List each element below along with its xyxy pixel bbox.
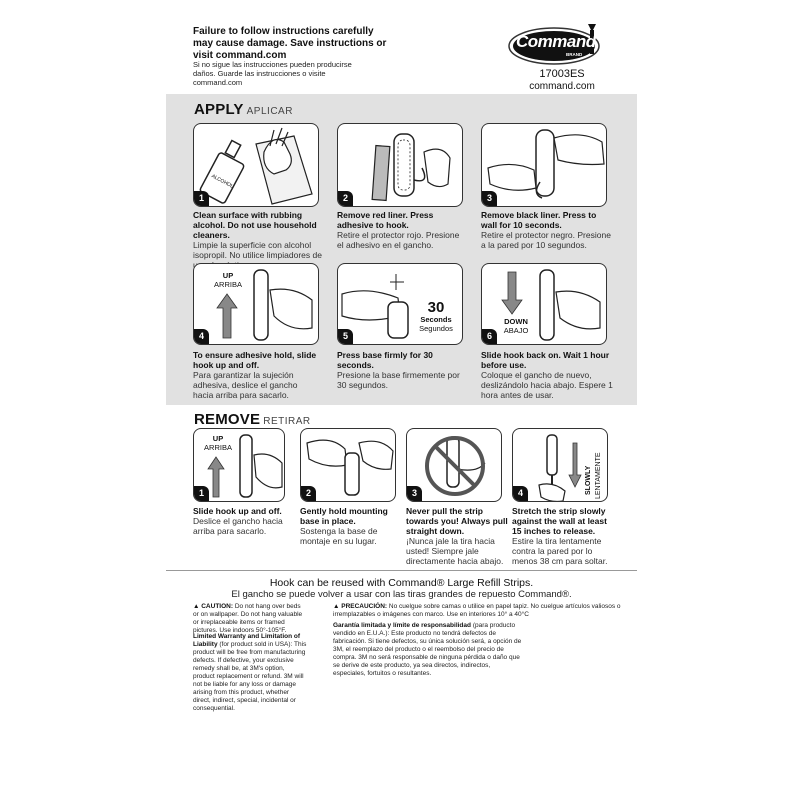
caption-es: ¡Nunca jale la tira hacia usted! Siempre jale directamente hacia abajo. bbox=[406, 536, 504, 566]
step-number: 3 bbox=[407, 486, 422, 501]
slowly-label: SLOWLY bbox=[585, 465, 592, 495]
step-number: 3 bbox=[482, 191, 497, 206]
step-number: 2 bbox=[338, 191, 353, 206]
apply-step-4-caption bbox=[193, 350, 319, 400]
caption-es: Limpie la superficie con alcohol isopropil. No utilice limpiadores de bbox=[193, 240, 322, 260]
remove-step-4-illustration bbox=[512, 428, 608, 502]
apply-step-2-illustration bbox=[337, 123, 463, 207]
step-number: 6 bbox=[482, 329, 497, 344]
up-label: UP bbox=[222, 271, 234, 280]
apply-step-3-caption bbox=[481, 210, 611, 250]
caption-en: Remove black liner. Press to wall for 10 seconds. bbox=[481, 210, 597, 230]
command-logo bbox=[508, 22, 604, 66]
apply-step-5-caption bbox=[337, 350, 465, 390]
warning-text-es: Si no sigue las instrucciones pueden producirse daños. Guarde las instrucciones o visite command.com bbox=[193, 60, 352, 87]
apply-title bbox=[194, 101, 293, 118]
reuse-note-es: El gancho se puede volver a usar con las tiras grandes de repuesto Command®. bbox=[231, 589, 572, 600]
remove-title-es: RETIRAR bbox=[263, 416, 311, 427]
down-label: DOWN bbox=[504, 317, 528, 326]
garantia-text: (para producto vendido en E.U.A.): Este producto no tendrá defectos de fabricación. Si tiene defectos, su única solución será, a opción de 3M, el reemplazo del producto o el reembolso del precio de compra. 3M no será responsable de ninguna pérdida o daño que se derive de este producto, ya sea directos, indirectos, especiales, fortuitos o resultantes. bbox=[333, 622, 522, 677]
apply-step-5-illustration bbox=[337, 263, 463, 345]
remove-step-3-caption bbox=[406, 506, 508, 566]
up-label-es: ARRIBA bbox=[204, 443, 232, 452]
remove-step-1-caption bbox=[193, 506, 297, 536]
caption-en: Remove red liner. Press adhesive to hook. bbox=[337, 210, 434, 230]
step-number: 1 bbox=[194, 486, 209, 501]
step-number: 4 bbox=[194, 329, 209, 344]
apply-step-3-illustration bbox=[481, 123, 607, 207]
apply-step-2-caption bbox=[337, 210, 465, 250]
down-label-es: ABAJO bbox=[503, 326, 529, 335]
remove-step-1-illustration bbox=[193, 428, 285, 502]
apply-title-es: APLICAR bbox=[246, 106, 293, 117]
apply-step-1-illustration bbox=[193, 123, 319, 207]
caption-es: Para garantizar la sujeción adhesiva, deslice el gancho hacia arriba para sacarlo. bbox=[193, 370, 298, 400]
apply-title-en: APPLY bbox=[194, 101, 244, 118]
apply-step-4-illustration bbox=[193, 263, 319, 345]
logo-brand: BRAND bbox=[566, 52, 583, 57]
caution-text: Do not hang over beds or on wallpaper. Do not hang valuable or irreplaceable items or framed pictures. Use indoors 50°-105°F. bbox=[193, 603, 303, 634]
apply-step-6-illustration bbox=[481, 263, 607, 345]
remove-title bbox=[194, 411, 311, 428]
website-url: command.com bbox=[529, 81, 595, 92]
remove-step-3-illustration bbox=[406, 428, 502, 502]
precaucion-text: No cuelgue sobre camas o utilice en papel tapiz. No cuelgue artículos valiosos o irremplazables o imágenes con marco. Use en interiores 10° a 40°C bbox=[333, 603, 621, 618]
warranty-text: (for product sold in USA): This product will be free from manufacturing defects. If defective, your exclusive remedy shall be, at 3M's option, product replacement or refund. 3M will not be liable for any loss or damage arising from this product, whether direct, indirect, special, incidental or consequential. bbox=[193, 641, 307, 712]
apply-step-6-caption bbox=[481, 350, 613, 400]
warning-text: Failure to follow instructions carefully may cause damage. Save instructions or visit command.com bbox=[193, 26, 387, 61]
caption-en: Gently hold mounting base in place. bbox=[300, 506, 388, 526]
step-number: 2 bbox=[301, 486, 316, 501]
caption-es: Presione la base firmemente por 30 segundos. bbox=[337, 370, 460, 390]
caption-es: Retire el protector negro. Presione a la pared por 10 segundos. bbox=[481, 230, 611, 250]
seconds-label: Seconds bbox=[420, 315, 452, 324]
caption-en: Slide hook up and off. bbox=[193, 506, 282, 516]
caption-en: To ensure adhesive hold, slide hook up and off. bbox=[193, 350, 317, 370]
remove-step-2-caption bbox=[300, 506, 402, 546]
caption-es: Deslice el gancho hacia arriba para sacarlo. bbox=[193, 516, 283, 536]
caption-en: Slide hook back on. Wait 1 hour before use. bbox=[481, 350, 610, 370]
press-hook-icon bbox=[482, 124, 607, 207]
up-label-es: ARRIBA bbox=[214, 280, 242, 289]
svg-text:ALCOHOL: ALCOHOL bbox=[210, 173, 235, 190]
caption-en: Press base firmly for 30 seconds. bbox=[337, 350, 433, 370]
garantia-block bbox=[333, 622, 523, 678]
seconds-label-es: Segundos bbox=[419, 324, 453, 333]
precaucion-label: ▲ PRECAUCIÓN: bbox=[333, 603, 388, 610]
caption-en: Clean surface with rubbing alcohol. Do not use household cleaners. bbox=[193, 210, 317, 240]
sku-number: 17003ES bbox=[539, 68, 585, 80]
garantia-title: Garantía limitada y límite de responsabilidad bbox=[333, 622, 471, 629]
caption-es: Coloque el gancho de nuevo, deslizándolo hacia abajo. Espere 1 hora antes de usar. bbox=[481, 370, 613, 400]
step-number: 4 bbox=[513, 486, 528, 501]
caption-en: Never pull the strip towards you! Always pull straight down. bbox=[406, 506, 508, 536]
caption-es: Retire el protector rojo. Presione el adhesivo en el gancho. bbox=[337, 230, 460, 250]
remove-step-2-illustration bbox=[300, 428, 396, 502]
apply-step-1-caption bbox=[193, 210, 329, 270]
slowly-label-es: LENTAMENTE bbox=[595, 452, 602, 499]
remove-title-en: REMOVE bbox=[194, 411, 261, 428]
alcohol-bottle-icon bbox=[194, 124, 319, 207]
caption-es: Estire la tira lentamente contra la pared por lo menos 38 cm para soltar. bbox=[512, 536, 608, 566]
up-label: UP bbox=[212, 434, 224, 443]
caption-es: Sostenga la base de montaje en su lugar. bbox=[300, 526, 378, 546]
caution-block bbox=[193, 603, 307, 635]
warranty-title: Limited Warranty and Limitation of Liability bbox=[193, 633, 301, 648]
logo-wordmark: Command bbox=[516, 32, 596, 51]
divider bbox=[166, 570, 637, 571]
warranty-block bbox=[193, 633, 307, 713]
precaucion-block bbox=[333, 603, 641, 619]
adhesive-strip-icon bbox=[338, 124, 463, 207]
seconds-number: 30 bbox=[427, 299, 445, 316]
remove-step-4-caption bbox=[512, 506, 616, 566]
caption-en: Stretch the strip slowly against the wall at least 15 inches to release. bbox=[512, 506, 607, 536]
step-number: 5 bbox=[338, 329, 353, 344]
step-number: 1 bbox=[194, 191, 209, 206]
caution-label: ▲ CAUTION: bbox=[193, 603, 234, 610]
reuse-note: Hook can be reused with Command® Large Refill Strips. bbox=[269, 577, 534, 589]
